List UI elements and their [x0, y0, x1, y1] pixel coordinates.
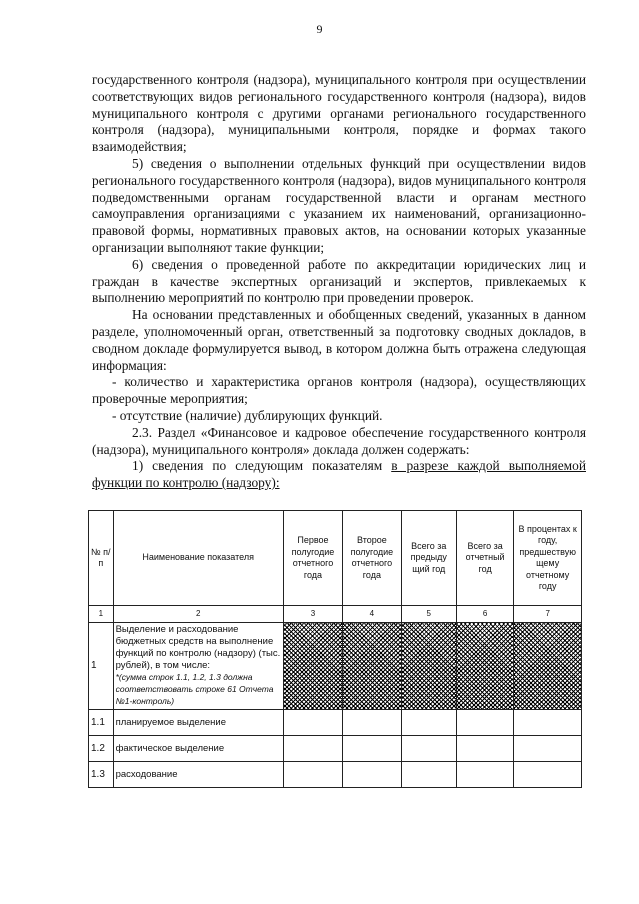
col-header-first-half: Первое полугодие отчетного года [283, 511, 342, 606]
page-number: 9 [316, 22, 323, 36]
indicators-table [88, 510, 582, 788]
hatched-cell [401, 623, 456, 710]
col-header-percent: В процентах к году, предшествую щему отчетному году [514, 511, 582, 606]
column-number: 6 [456, 606, 513, 623]
hatched-cell [514, 623, 582, 710]
table-row-1-1 [89, 710, 582, 736]
empty-cell [514, 762, 582, 788]
row-number: 1.1 [89, 710, 114, 736]
section-2-3-heading: 2.3. Раздел «Финансовое и кадровое обеспечение государственного контроля (надзора), муниципального контроля» доклада должен содержать: [92, 424, 586, 457]
row-label: планируемое выделение [113, 710, 283, 736]
empty-cell [343, 736, 401, 762]
row-label: расходование [113, 762, 283, 788]
empty-cell [401, 710, 456, 736]
row-number: 1.3 [89, 762, 114, 788]
column-number: 2 [113, 606, 283, 623]
empty-cell [456, 710, 513, 736]
item-1-underlined: в разрезе каждой выполняемой функции по контролю (надзору): [92, 458, 586, 491]
empty-cell [401, 762, 456, 788]
table-header-row [89, 511, 582, 606]
empty-cell [514, 736, 582, 762]
table-row-1 [89, 623, 582, 710]
row-note: *(сумма строк 1.1, 1.2, 1.3 должна соответствовать строке 61 Отчета №1-контроль) [115, 672, 274, 706]
col-header-reporting-year: Всего за отчетный год [456, 511, 513, 606]
empty-cell [456, 762, 513, 788]
empty-cell [514, 710, 582, 736]
empty-cell [283, 762, 342, 788]
table-column-numbers-row [89, 606, 582, 623]
item-1-prefix: 1) сведения по следующим показателям [132, 458, 392, 474]
empty-cell [456, 736, 513, 762]
paragraph-item-6: 6) сведения о проведенной работе по аккредитации юридических лиц и граждан в качестве экспертных организаций и экспертов, привлекаемых к выполнению мероприятий по контролю при проведении проверок. [92, 256, 586, 306]
paragraph-conclusion: На основании представленных и обобщенных сведений, указанных в данном разделе, уполномоченный орган, ответственный за подготовку сводных докладов, в сводном докладе формулируется вывод, в котором должна быть отражена следующая информация: [92, 307, 586, 373]
table-row-1-2 [89, 736, 582, 762]
paragraph-item-1 [92, 458, 586, 492]
column-number: 7 [514, 606, 582, 623]
empty-cell [283, 736, 342, 762]
col-header-indicator: Наименование показателя [113, 511, 283, 606]
column-number: 3 [283, 606, 342, 623]
row-label-text: Выделение и расходование бюджетных средств на выполнение функций по контролю (надзору) (тыс. рублей), в том числе: [115, 624, 281, 671]
column-number: 1 [89, 606, 114, 623]
hatched-cell [283, 623, 342, 710]
empty-cell [283, 710, 342, 736]
col-header-number: № п/п [89, 511, 114, 606]
hatched-cell [343, 623, 401, 710]
bullet-duplicates: - отсутствие (наличие) дублирующих функций. [112, 407, 383, 423]
row-number: 1 [89, 623, 114, 710]
row-number: 1.2 [89, 736, 114, 762]
row-label [113, 623, 283, 710]
empty-cell [343, 710, 401, 736]
paragraph-item-5: 5) сведения о выполнении отдельных функций при осуществлении видов регионального государственного контроля (надзора), видов муниципального контроля подведомственными органам государственной власти и органам местного самоуправления организациями с указанием их наименований, организационно-правовой формы, нормативных правовых актов, на основании которых указанные организации выполняют такие функции; [92, 155, 586, 255]
empty-cell [401, 736, 456, 762]
empty-cell [343, 762, 401, 788]
bullet-count: - количество и характеристика органов контроля (надзора), осуществляющих проверочные мероприятия; [92, 374, 586, 407]
column-number: 4 [343, 606, 401, 623]
column-number: 5 [401, 606, 456, 623]
row-label: фактическое выделение [113, 736, 283, 762]
body-text [92, 72, 586, 492]
hatched-cell [456, 623, 513, 710]
col-header-second-half: Второе полугодие отчетного года [343, 511, 401, 606]
paragraph-continuation: государственного контроля (надзора), муниципального контроля при осуществлении соответствующих видов регионального государственного контроля (надзора), видов муниципального контроля с другими органами регионального государственного контроля (надзора), муниципальными контроля, порядке и формах такого взаимодействия; [92, 72, 586, 155]
table-row-1-3 [89, 762, 582, 788]
col-header-previous-year: Всего за предыду щий год [401, 511, 456, 606]
